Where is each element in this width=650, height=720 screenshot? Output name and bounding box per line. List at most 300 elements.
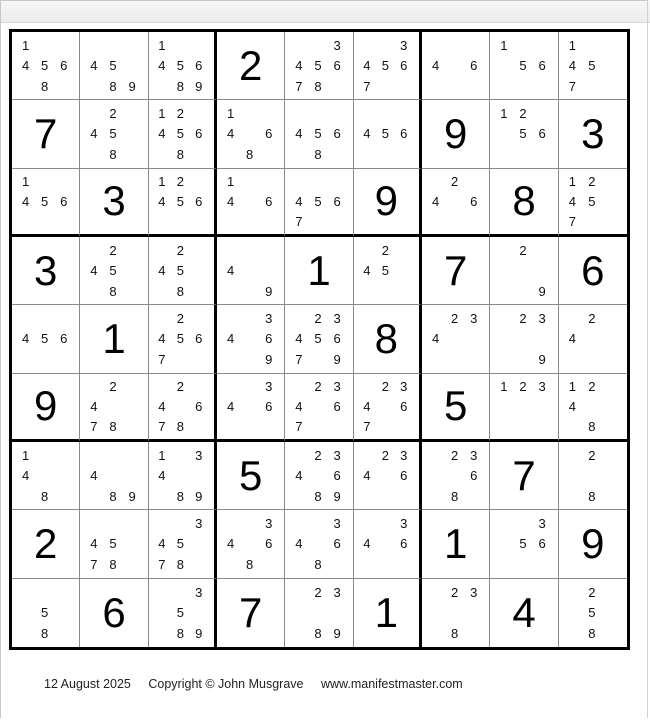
sudoku-cell-r3c9[interactable] <box>559 169 627 237</box>
candidate-slot <box>376 35 394 55</box>
candidate-note: 8 <box>176 488 184 504</box>
candidate-slot <box>445 465 464 485</box>
candidate-slot <box>54 172 73 192</box>
cell-value: 8 <box>374 314 398 362</box>
sudoku-cell-r8c3[interactable] <box>149 510 217 578</box>
candidate-slot <box>240 396 259 416</box>
candidate-notes <box>153 377 208 436</box>
cell-value: 7 <box>512 451 536 499</box>
candidate-slot <box>602 416 621 436</box>
candidate-note: 4 <box>295 468 303 484</box>
candidate-note: 5 <box>519 126 527 142</box>
candidate-slot <box>240 191 259 211</box>
candidate-note: 6 <box>195 331 203 347</box>
sudoku-cell-r1c4[interactable] <box>217 32 285 100</box>
cell-value: 5 <box>238 451 263 499</box>
candidate-note: 2 <box>451 447 459 463</box>
sudoku-cell-r7c5[interactable] <box>285 442 353 510</box>
candidate-slot <box>103 465 122 485</box>
sudoku-cell-r6c6[interactable] <box>354 374 422 442</box>
sudoku-cell-r1c3[interactable] <box>149 32 217 100</box>
candidate-note: 5 <box>314 193 322 209</box>
candidate-slot <box>123 35 142 55</box>
candidate-slot <box>103 513 122 533</box>
candidate-note: 1 <box>158 37 166 53</box>
candidate-slot <box>426 623 445 644</box>
sudoku-cell-r1c5[interactable] <box>285 32 353 100</box>
candidate-slot <box>358 103 376 123</box>
sudoku-cell-r9c2[interactable] <box>80 579 148 647</box>
candidate-note: 8 <box>176 556 184 572</box>
sudoku-cell-r1c1[interactable] <box>12 32 80 100</box>
sudoku-cell-r9c1[interactable] <box>12 579 80 647</box>
candidate-note: 4 <box>568 331 576 347</box>
candidate-slot <box>240 281 259 301</box>
sudoku-cell-r9c7[interactable] <box>422 579 490 647</box>
candidate-note: 9 <box>128 78 136 94</box>
sudoku-cell-r4c9[interactable] <box>559 237 627 305</box>
sudoku-cell-r9c5[interactable] <box>285 579 353 647</box>
candidate-slot <box>494 554 513 574</box>
sudoku-cell-r5c3[interactable] <box>149 305 217 373</box>
candidate-slot <box>358 35 376 55</box>
sudoku-cell-r9c8[interactable] <box>490 579 558 647</box>
candidate-slot <box>123 240 142 260</box>
candidate-note: 5 <box>176 193 184 209</box>
sudoku-cell-r6c8[interactable] <box>490 374 558 442</box>
candidate-slot <box>123 396 142 416</box>
candidate-note: 6 <box>333 536 341 552</box>
sudoku-cell-r3c8[interactable] <box>490 169 558 237</box>
candidate-slot <box>259 172 278 192</box>
candidate-note: 1 <box>226 106 235 122</box>
candidate-note: 4 <box>158 58 166 74</box>
sudoku-cell-r6c1[interactable] <box>12 374 80 442</box>
candidate-notes <box>426 445 483 506</box>
candidate-note: 6 <box>538 58 546 74</box>
candidate-slot <box>289 602 308 623</box>
candidate-slot <box>84 486 103 506</box>
sudoku-cell-r7c3[interactable] <box>149 442 217 510</box>
candidate-slot <box>240 211 259 231</box>
sudoku-cell-r5c8[interactable] <box>490 305 558 373</box>
sudoku-cell-r8c6[interactable] <box>354 510 422 578</box>
sudoku-cell-r7c7[interactable] <box>422 442 490 510</box>
sudoku-cell-r8c4[interactable] <box>217 510 285 578</box>
candidate-note: 3 <box>195 516 203 532</box>
candidate-slot <box>289 445 308 465</box>
candidate-slot <box>240 240 259 260</box>
sudoku-cell-r4c7[interactable] <box>422 237 490 305</box>
candidate-slot <box>328 554 347 574</box>
candidate-slot <box>563 582 582 603</box>
cell-value: 4 <box>512 588 536 636</box>
sudoku-cell-r2c4[interactable] <box>217 100 285 168</box>
sudoku-cell-r4c2[interactable] <box>80 237 148 305</box>
candidate-notes <box>84 240 141 301</box>
candidate-note: 9 <box>195 488 203 504</box>
sudoku-cell-r2c8[interactable] <box>490 100 558 168</box>
cell-value: 5 <box>443 382 468 430</box>
candidate-slot <box>153 486 171 506</box>
sudoku-cell-r8c1[interactable] <box>12 510 80 578</box>
candidate-slot <box>533 144 552 164</box>
sudoku-cell-r6c5[interactable] <box>285 374 353 442</box>
sudoku-cell-r9c4[interactable] <box>217 579 285 647</box>
sudoku-cell-r1c9[interactable] <box>559 32 627 100</box>
candidate-note: 4 <box>363 58 371 74</box>
candidate-note: 1 <box>226 174 235 190</box>
candidate-slot <box>308 513 327 533</box>
sudoku-cell-r4c6[interactable] <box>354 237 422 305</box>
candidate-slot <box>445 211 464 231</box>
candidate-slot <box>240 329 259 349</box>
sudoku-cell-r4c1[interactable] <box>12 237 80 305</box>
candidate-slot <box>289 308 308 328</box>
candidate-slot <box>358 281 376 301</box>
candidate-note: 9 <box>195 626 203 642</box>
sudoku-cell-r5c1[interactable] <box>12 305 80 373</box>
candidate-slot <box>602 582 621 603</box>
sudoku-cell-r7c8[interactable] <box>490 442 558 510</box>
sudoku-cell-r4c4[interactable] <box>217 237 285 305</box>
sudoku-cell-r9c9[interactable] <box>559 579 627 647</box>
candidate-note: 2 <box>314 447 322 463</box>
sudoku-cell-r8c5[interactable] <box>285 510 353 578</box>
candidate-slot <box>221 211 240 231</box>
candidate-note: 6 <box>470 58 478 74</box>
candidate-note: 4 <box>226 193 235 209</box>
sudoku-cell-r3c7[interactable] <box>422 169 490 237</box>
candidate-slot <box>426 172 445 192</box>
candidate-note: 4 <box>295 193 303 209</box>
candidate-slot <box>221 144 240 164</box>
candidate-slot <box>240 124 259 144</box>
candidate-slot <box>35 35 54 55</box>
candidate-slot <box>308 396 327 416</box>
candidate-note: 2 <box>109 242 117 258</box>
sudoku-cell-r2c3[interactable] <box>149 100 217 168</box>
candidate-note: 6 <box>400 126 408 142</box>
candidate-note: 1 <box>500 106 508 122</box>
candidate-slot <box>190 349 208 369</box>
candidate-slot <box>602 623 621 644</box>
candidate-note: 5 <box>314 331 322 347</box>
sudoku-cell-r5c7[interactable] <box>422 305 490 373</box>
candidate-note: 8 <box>588 418 596 434</box>
candidate-note: 2 <box>519 242 527 258</box>
candidate-notes <box>153 513 208 574</box>
candidate-slot <box>289 144 308 164</box>
candidate-note: 3 <box>400 516 408 532</box>
candidate-slot <box>494 55 513 75</box>
candidate-note: 5 <box>588 605 596 621</box>
candidate-slot <box>84 35 103 55</box>
candidate-notes <box>153 308 208 369</box>
candidate-note: 4 <box>158 331 166 347</box>
candidate-note: 7 <box>295 418 303 434</box>
candidate-slot <box>602 329 621 349</box>
candidate-slot <box>426 582 445 603</box>
candidate-note: 2 <box>519 379 527 395</box>
candidate-notes <box>563 582 621 644</box>
candidate-notes <box>563 172 621 231</box>
candidate-slot <box>190 172 208 192</box>
candidate-note: 2 <box>109 106 117 122</box>
sudoku-cell-r2c2[interactable] <box>80 100 148 168</box>
candidate-slot <box>494 76 513 96</box>
candidate-notes <box>221 103 278 164</box>
candidate-note: 3 <box>265 516 273 532</box>
cell-value: 9 <box>443 109 468 157</box>
footer-website[interactable]: www.manifestmaster.com <box>320 677 463 691</box>
candidate-slot <box>259 416 278 436</box>
candidate-slot <box>171 513 189 533</box>
candidate-slot <box>426 602 445 623</box>
cell-value: 7 <box>238 588 263 636</box>
candidate-note: 3 <box>333 516 341 532</box>
candidate-note: 8 <box>41 488 49 504</box>
candidate-slot <box>533 416 552 436</box>
candidate-notes <box>153 240 208 301</box>
sudoku-cell-r1c2[interactable] <box>80 32 148 100</box>
candidate-slot <box>259 144 278 164</box>
sudoku-cell-r2c5[interactable] <box>285 100 353 168</box>
cell-value: 2 <box>33 519 58 567</box>
candidate-slot <box>563 416 582 436</box>
candidate-note: 6 <box>265 536 273 552</box>
candidate-slot <box>513 513 532 533</box>
candidate-note: 5 <box>588 193 596 209</box>
candidate-slot <box>445 349 464 369</box>
candidate-note: 6 <box>538 536 546 552</box>
candidate-note: 3 <box>265 379 273 395</box>
sudoku-cell-r6c2[interactable] <box>80 374 148 442</box>
candidate-slot <box>221 349 240 369</box>
candidate-note: 7 <box>568 78 576 94</box>
sudoku-cell-r4c3[interactable] <box>149 237 217 305</box>
candidate-note: 7 <box>363 78 371 94</box>
candidate-note: 8 <box>109 146 117 162</box>
candidate-slot <box>289 172 308 192</box>
sudoku-cell-r2c6[interactable] <box>354 100 422 168</box>
candidate-slot <box>308 416 327 436</box>
sudoku-cell-r4c5[interactable] <box>285 237 353 305</box>
candidate-note: 2 <box>314 584 322 600</box>
cell-value: 2 <box>238 41 263 89</box>
candidate-slot <box>308 35 327 55</box>
candidate-note: 4 <box>90 263 98 279</box>
sudoku-cell-r5c9[interactable] <box>559 305 627 373</box>
candidate-note: 6 <box>265 126 273 142</box>
candidate-note: 2 <box>588 311 596 327</box>
candidate-slot <box>513 416 532 436</box>
candidate-note: 1 <box>21 447 30 463</box>
candidate-note: 5 <box>176 263 184 279</box>
candidate-note: 6 <box>60 331 68 347</box>
candidate-slot <box>54 308 73 328</box>
candidate-note: 5 <box>109 126 117 142</box>
cell-value: 8 <box>512 177 536 225</box>
sudoku-cell-r6c4[interactable] <box>217 374 285 442</box>
candidate-slot <box>123 281 142 301</box>
candidate-notes <box>289 582 346 644</box>
candidate-slot <box>308 534 327 554</box>
candidate-note: 8 <box>314 146 322 162</box>
candidate-note: 8 <box>176 626 184 642</box>
candidate-note: 5 <box>109 58 117 74</box>
candidate-slot <box>533 76 552 96</box>
candidate-note: 4 <box>568 193 576 209</box>
candidate-note: 8 <box>314 488 322 504</box>
candidate-note: 4 <box>568 398 576 414</box>
candidate-note: 6 <box>333 58 341 74</box>
candidate-slot <box>190 144 208 164</box>
candidate-slot <box>464 35 483 55</box>
candidate-slot <box>602 486 621 506</box>
candidate-slot <box>16 602 35 623</box>
sudoku-cell-r8c2[interactable] <box>80 510 148 578</box>
candidate-note: 5 <box>176 331 184 347</box>
candidate-slot <box>54 35 73 55</box>
candidate-note: 4 <box>90 468 98 484</box>
candidate-note: 6 <box>265 331 273 347</box>
candidate-slot <box>426 308 445 328</box>
candidate-slot <box>54 76 73 96</box>
candidate-note: 8 <box>246 556 254 572</box>
candidate-note: 4 <box>295 331 303 347</box>
candidate-slot <box>54 623 73 644</box>
sudoku-cell-r9c6[interactable] <box>354 579 422 647</box>
candidate-slot <box>376 554 394 574</box>
candidate-slot <box>54 211 73 231</box>
candidate-slot <box>259 103 278 123</box>
candidate-slot <box>426 35 445 55</box>
sudoku-cell-r7c4[interactable] <box>217 442 285 510</box>
candidate-slot <box>582 211 601 231</box>
candidate-slot <box>35 308 54 328</box>
candidate-note: 2 <box>176 106 184 122</box>
sudoku-cell-r3c1[interactable] <box>12 169 80 237</box>
candidate-slot <box>513 329 532 349</box>
candidate-note: 4 <box>21 331 30 347</box>
sudoku-cell-r6c9[interactable] <box>559 374 627 442</box>
candidate-slot <box>84 445 103 465</box>
sudoku-cell-r5c6[interactable] <box>354 305 422 373</box>
candidate-note: 5 <box>41 605 49 621</box>
candidate-note: 1 <box>158 106 166 122</box>
candidate-slot <box>533 260 552 280</box>
candidate-note: 1 <box>158 447 166 463</box>
sudoku-cell-r3c6[interactable] <box>354 169 422 237</box>
sudoku-cell-r6c3[interactable] <box>149 374 217 442</box>
candidate-note: 8 <box>588 626 596 642</box>
sudoku-cell-r1c8[interactable] <box>490 32 558 100</box>
sudoku-cell-r7c9[interactable] <box>559 442 627 510</box>
candidate-note: 6 <box>333 331 341 347</box>
candidate-slot <box>221 513 240 533</box>
sudoku-cell-r2c1[interactable] <box>12 100 80 168</box>
candidate-slot <box>582 35 601 55</box>
sudoku-cell-r9c3[interactable] <box>149 579 217 647</box>
candidate-note: 4 <box>158 398 166 414</box>
candidate-note: 8 <box>176 283 184 299</box>
candidate-slot <box>533 396 552 416</box>
candidate-note: 2 <box>519 106 527 122</box>
candidate-slot <box>123 377 142 397</box>
sudoku-cell-r3c4[interactable] <box>217 169 285 237</box>
candidate-notes <box>221 308 278 369</box>
candidate-note: 9 <box>333 488 341 504</box>
candidate-note: 4 <box>295 126 303 142</box>
sudoku-cell-r3c3[interactable] <box>149 169 217 237</box>
candidate-slot <box>358 486 376 506</box>
candidate-note: 9 <box>333 626 341 642</box>
candidate-note: 2 <box>381 242 389 258</box>
candidate-slot <box>171 465 189 485</box>
sudoku-cell-r5c4[interactable] <box>217 305 285 373</box>
sudoku-cell-r7c6[interactable] <box>354 442 422 510</box>
candidate-slot <box>123 554 142 574</box>
candidate-slot <box>153 308 171 328</box>
sudoku-cell-r3c2[interactable] <box>80 169 148 237</box>
candidate-slot <box>35 465 54 485</box>
candidate-note: 7 <box>363 418 371 434</box>
candidate-note: 5 <box>109 536 117 552</box>
sudoku-cell-r3c5[interactable] <box>285 169 353 237</box>
candidate-slot <box>16 486 35 506</box>
candidate-slot <box>395 554 413 574</box>
candidate-slot <box>240 349 259 369</box>
sudoku-cell-r5c2[interactable] <box>80 305 148 373</box>
candidate-note: 7 <box>90 556 98 572</box>
candidate-note: 4 <box>226 126 235 142</box>
candidate-slot <box>171 349 189 369</box>
sudoku-cell-r2c7[interactable] <box>422 100 490 168</box>
candidate-note: 4 <box>21 193 30 209</box>
candidate-notes <box>84 513 141 574</box>
candidate-note: 4 <box>21 468 30 484</box>
candidate-note: 6 <box>400 58 408 74</box>
sudoku-cell-r1c7[interactable] <box>422 32 490 100</box>
candidate-notes <box>16 308 73 369</box>
sudoku-cell-r1c6[interactable] <box>354 32 422 100</box>
candidate-slot <box>376 465 394 485</box>
candidate-slot <box>103 445 122 465</box>
candidate-note: 3 <box>333 37 341 53</box>
candidate-slot <box>328 602 347 623</box>
candidate-slot <box>602 211 621 231</box>
sudoku-cell-r8c8[interactable] <box>490 510 558 578</box>
candidate-slot <box>84 103 103 123</box>
candidate-note: 8 <box>109 418 117 434</box>
sudoku-cell-r2c9[interactable] <box>559 100 627 168</box>
candidate-slot <box>123 465 142 485</box>
sudoku-cell-r8c9[interactable] <box>559 510 627 578</box>
candidate-note: 4 <box>295 58 303 74</box>
sudoku-cell-r5c5[interactable] <box>285 305 353 373</box>
candidate-slot <box>171 211 189 231</box>
sudoku-cell-r7c2[interactable] <box>80 442 148 510</box>
candidate-note: 2 <box>588 584 596 600</box>
sudoku-cell-r8c7[interactable] <box>422 510 490 578</box>
sudoku-cell-r6c7[interactable] <box>422 374 490 442</box>
candidate-slot <box>395 144 413 164</box>
sudoku-cell-r4c8[interactable] <box>490 237 558 305</box>
candidate-slot <box>171 582 189 603</box>
sudoku-cell-r7c1[interactable] <box>12 442 80 510</box>
candidate-note: 4 <box>431 331 440 347</box>
